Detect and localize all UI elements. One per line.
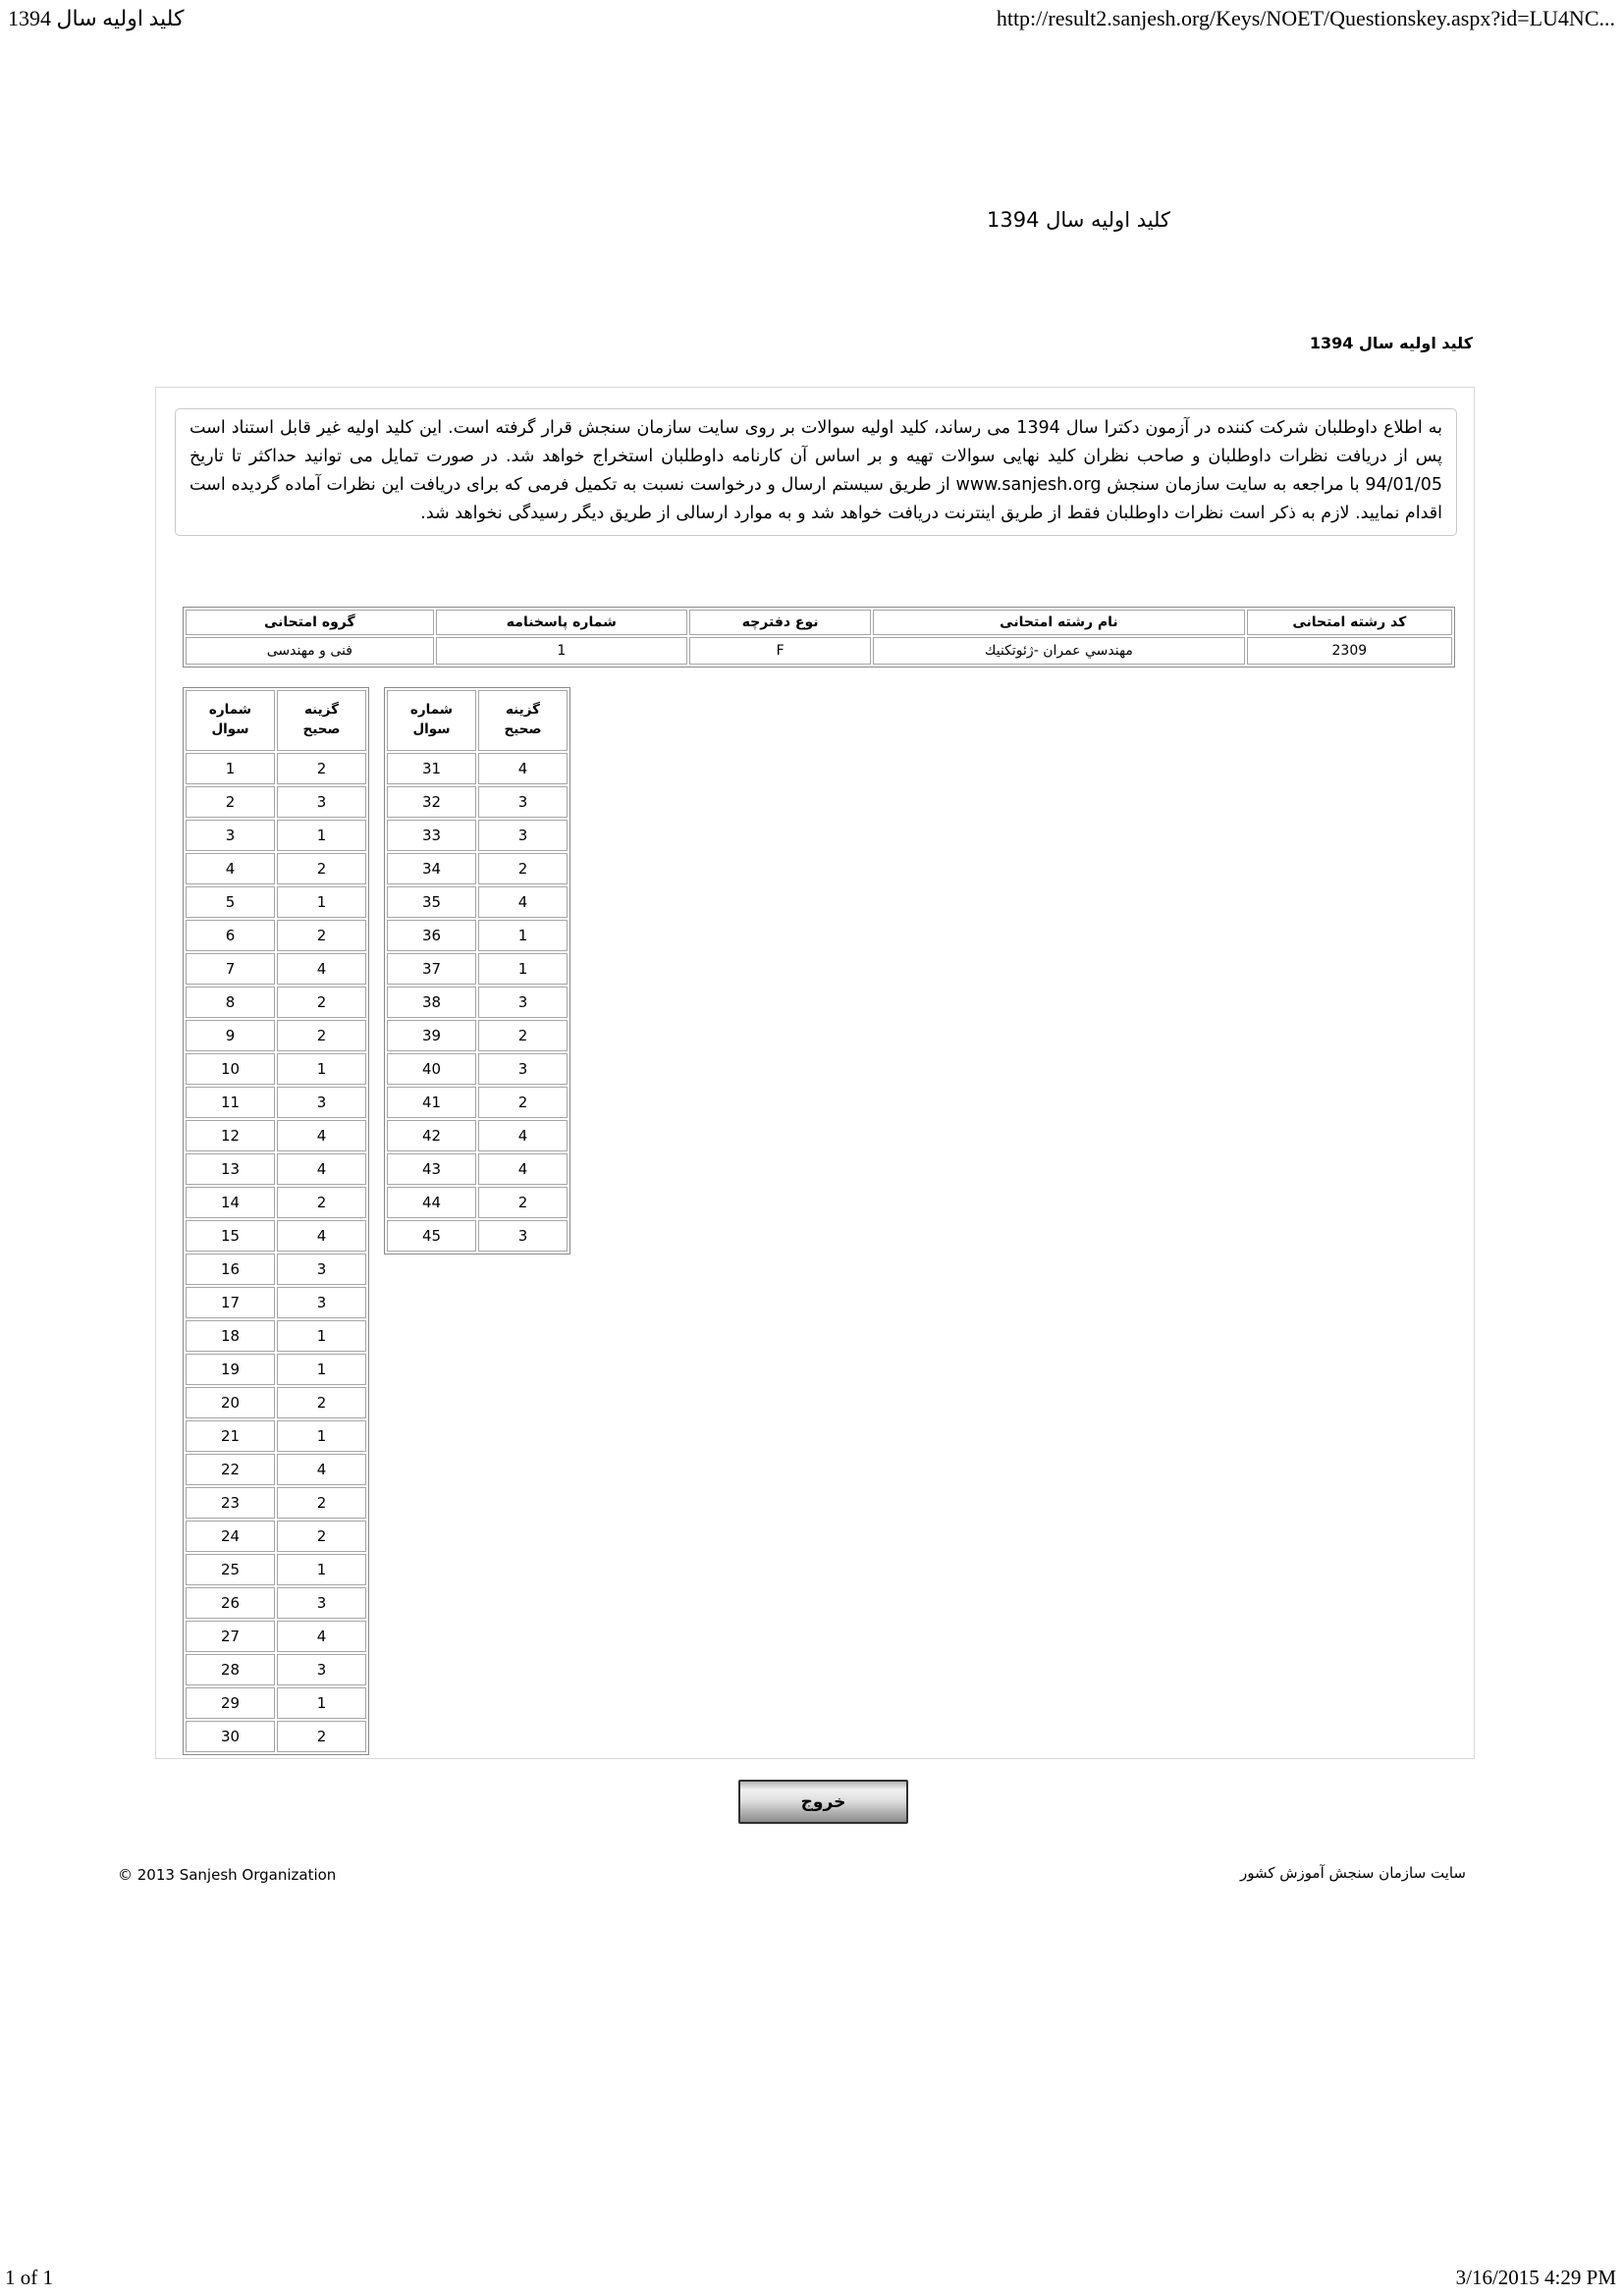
question-number-cell: 45 (387, 1220, 476, 1252)
question-number-cell: 1 (186, 753, 275, 784)
question-number-cell: 12 (186, 1120, 275, 1151)
info-value-cell: فنی و مهندسی (186, 637, 434, 665)
exam-info-value-row (186, 637, 1452, 665)
correct-option-cell: 4 (478, 753, 568, 784)
answer-row (387, 953, 568, 985)
answer-row (186, 1187, 366, 1218)
answer-row (186, 987, 366, 1018)
answer-row (387, 987, 568, 1018)
answer-row (186, 1320, 366, 1352)
correct-option-cell: 1 (277, 1053, 366, 1085)
correct-option-cell: 3 (277, 1654, 366, 1685)
exit-button[interactable]: خروج (738, 1780, 908, 1824)
correct-option-cell: 2 (277, 1521, 366, 1552)
question-number-cell: 6 (186, 920, 275, 951)
correct-option-cell: 2 (277, 987, 366, 1018)
question-number-cell: 43 (387, 1153, 476, 1185)
answer-row (186, 1487, 366, 1519)
correct-option-cell: 2 (277, 853, 366, 884)
correct-option-cell: 3 (277, 786, 366, 818)
answer-row (186, 1087, 366, 1118)
question-number-cell: 29 (186, 1687, 275, 1719)
answer-row (186, 920, 366, 951)
answer-row (387, 1120, 568, 1151)
question-number-cell: 16 (186, 1254, 275, 1285)
print-timestamp: 3/16/2015 4:29 PM (1455, 2266, 1616, 2289)
correct-option-cell: 4 (478, 1120, 568, 1151)
correct-option-cell: 1 (277, 1554, 366, 1585)
answer-column-header: گزینه صحیح (277, 690, 366, 751)
correct-option-cell: 3 (478, 820, 568, 851)
correct-option-cell: 2 (277, 1487, 366, 1519)
info-header-cell: گروه امتحانی (186, 610, 434, 635)
notice-box (175, 408, 1457, 536)
correct-option-cell: 2 (277, 1721, 366, 1752)
page-number: 1 of 1 (5, 2266, 53, 2289)
answer-row (186, 1153, 366, 1185)
answer-row (387, 753, 568, 784)
question-number-cell: 9 (186, 1020, 275, 1051)
question-number-cell: 4 (186, 853, 275, 884)
correct-option-cell: 1 (478, 953, 568, 985)
correct-option-cell: 2 (277, 753, 366, 784)
answer-row (186, 1387, 366, 1418)
question-number-cell: 11 (186, 1087, 275, 1118)
answer-row (387, 886, 568, 918)
answer-row (387, 786, 568, 818)
question-column-header: شماره سوال (186, 690, 275, 751)
question-number-cell: 21 (186, 1420, 275, 1452)
answer-row (186, 1454, 366, 1485)
answer-row (387, 1187, 568, 1218)
answer-row (186, 1654, 366, 1685)
question-number-cell: 23 (186, 1487, 275, 1519)
correct-option-cell: 1 (277, 820, 366, 851)
question-number-cell: 2 (186, 786, 275, 818)
correct-option-cell: 2 (277, 1187, 366, 1218)
correct-option-cell: 3 (277, 1587, 366, 1619)
question-number-cell: 32 (387, 786, 476, 818)
correct-option-cell: 2 (478, 1020, 568, 1051)
correct-option-cell: 3 (478, 1220, 568, 1252)
answer-row (387, 1153, 568, 1185)
question-number-cell: 5 (186, 886, 275, 918)
correct-option-cell: 4 (478, 1153, 568, 1185)
answer-row (387, 1087, 568, 1118)
answer-row (186, 1354, 366, 1385)
correct-option-cell: 4 (277, 1120, 366, 1151)
answer-row (186, 1254, 366, 1285)
answer-row (387, 853, 568, 884)
answer-row (387, 1220, 568, 1252)
info-value-cell: مهندسي عمران -ژئوتكنيك (873, 637, 1245, 665)
correct-option-cell: 4 (277, 953, 366, 985)
answer-column-header: گزینه صحیح (478, 690, 568, 751)
correct-option-cell: 2 (277, 1387, 366, 1418)
answer-key-table-1 (183, 687, 369, 1755)
question-number-cell: 7 (186, 953, 275, 985)
answer-row (387, 1020, 568, 1051)
content-panel (155, 387, 1475, 1759)
info-header-cell: شماره پاسخنامه (436, 610, 687, 635)
question-number-cell: 39 (387, 1020, 476, 1051)
notice-text: به اطلاع داوطلبان شرکت کننده در آزمون دکترا سال 1394 می رساند، کلید اولیه سوالات بر روی سایت سازمان سنجش قرار گرفته است. این کلید اولیه غیر قابل استناد است پس از دریافت نظرات داوطلبان و صاحب نظران کلید نهایی سوالات تهیه و بر اساس آن کارنامه داوطلبان استخراج خواهد شد. در صورت تمایل می توانید حداکثر تا تاریخ 94/01/05 با مراجعه به سایت سازمان سنجش www.sanjesh.org از طریق سیستم ارسال و درخواست نسبت به تکمیل فرمی که برای دریافت این نظرات آماده گردیده است اقدام نمایید. لازم به ذکر است نظرات داوطلبان فقط از طریق اینترنت دریافت خواهد شد و به موارد ارسالی از طریق دیگر رسیدگی نخواهد شد. (189, 418, 1442, 523)
answer-row (186, 1120, 366, 1151)
question-number-cell: 18 (186, 1320, 275, 1352)
answer-row (186, 1420, 366, 1452)
info-header-cell: نوع دفترچه (689, 610, 871, 635)
correct-option-cell: 4 (277, 1454, 366, 1485)
correct-option-cell: 3 (277, 1087, 366, 1118)
question-number-cell: 19 (186, 1354, 275, 1385)
question-number-cell: 30 (186, 1721, 275, 1752)
exam-info-table (183, 607, 1455, 667)
question-number-cell: 37 (387, 953, 476, 985)
correct-option-cell: 3 (478, 1053, 568, 1085)
info-header-cell: نام رشته امتحانی (873, 610, 1245, 635)
exam-info-header-row (186, 610, 1452, 635)
correct-option-cell: 2 (478, 1087, 568, 1118)
question-number-cell: 17 (186, 1287, 275, 1318)
correct-option-cell: 3 (277, 1254, 366, 1285)
info-value-cell: 2309 (1247, 637, 1452, 665)
answer-row (186, 853, 366, 884)
question-column-header: شماره سوال (387, 690, 476, 751)
question-number-cell: 26 (186, 1587, 275, 1619)
answer-row (186, 1554, 366, 1585)
question-number-cell: 27 (186, 1621, 275, 1652)
footer-site-name: سایت سازمان سنجش آموزش کشور (1239, 1864, 1466, 1882)
question-number-cell: 38 (387, 987, 476, 1018)
correct-option-cell: 2 (478, 1187, 568, 1218)
answer-row (186, 1587, 366, 1619)
correct-option-cell: 4 (277, 1220, 366, 1252)
question-number-cell: 33 (387, 820, 476, 851)
question-number-cell: 8 (186, 987, 275, 1018)
correct-option-cell: 3 (478, 987, 568, 1018)
question-number-cell: 13 (186, 1153, 275, 1185)
question-number-cell: 25 (186, 1554, 275, 1585)
correct-option-cell: 2 (277, 920, 366, 951)
correct-option-cell: 1 (277, 1354, 366, 1385)
question-number-cell: 3 (186, 820, 275, 851)
question-number-cell: 31 (387, 753, 476, 784)
answer-row (186, 886, 366, 918)
answer-row (387, 1053, 568, 1085)
footer-copyright: © 2013 Sanjesh Organization (118, 1866, 337, 1884)
question-number-cell: 14 (186, 1187, 275, 1218)
info-value-cell: F (689, 637, 871, 665)
question-number-cell: 44 (387, 1187, 476, 1218)
question-number-cell: 24 (186, 1521, 275, 1552)
answer-key-table-2 (384, 687, 570, 1255)
correct-option-cell: 2 (478, 853, 568, 884)
answer-key-header-row (186, 690, 366, 751)
question-number-cell: 36 (387, 920, 476, 951)
print-header-url: http://result2.sanjesh.org/Keys/NOET/Questionskey.aspx?id=LU4NC... (996, 6, 1615, 30)
question-number-cell: 34 (387, 853, 476, 884)
page-title: کلید اولیه سال 1394 (987, 208, 1171, 232)
answer-row (186, 1287, 366, 1318)
correct-option-cell: 3 (277, 1287, 366, 1318)
correct-option-cell: 1 (277, 886, 366, 918)
correct-option-cell: 3 (478, 786, 568, 818)
answer-row (186, 1053, 366, 1085)
answer-row (186, 1020, 366, 1051)
print-header-title: کلید اولیه سال 1394 (8, 6, 185, 30)
answer-row (186, 786, 366, 818)
answer-row (186, 1621, 366, 1652)
question-number-cell: 10 (186, 1053, 275, 1085)
info-value-cell: 1 (436, 637, 687, 665)
correct-option-cell: 4 (277, 1153, 366, 1185)
question-number-cell: 15 (186, 1220, 275, 1252)
answer-row (186, 1220, 366, 1252)
section-heading: کلید اولیه سال 1394 (1309, 334, 1473, 352)
correct-option-cell: 1 (478, 920, 568, 951)
correct-option-cell: 1 (277, 1420, 366, 1452)
answer-row (186, 1721, 366, 1752)
answer-row (186, 820, 366, 851)
question-number-cell: 42 (387, 1120, 476, 1151)
answer-key-header-row (387, 690, 568, 751)
question-number-cell: 28 (186, 1654, 275, 1685)
answer-row (186, 953, 366, 985)
correct-option-cell: 1 (277, 1687, 366, 1719)
correct-option-cell: 4 (478, 886, 568, 918)
correct-option-cell: 4 (277, 1621, 366, 1652)
question-number-cell: 35 (387, 886, 476, 918)
question-number-cell: 20 (186, 1387, 275, 1418)
question-number-cell: 22 (186, 1454, 275, 1485)
answer-row (387, 820, 568, 851)
answer-row (186, 753, 366, 784)
correct-option-cell: 1 (277, 1320, 366, 1352)
question-number-cell: 40 (387, 1053, 476, 1085)
answer-row (387, 920, 568, 951)
info-header-cell: کد رشته امتحانی (1247, 610, 1452, 635)
correct-option-cell: 2 (277, 1020, 366, 1051)
answer-row (186, 1521, 366, 1552)
answer-row (186, 1687, 366, 1719)
question-number-cell: 41 (387, 1087, 476, 1118)
